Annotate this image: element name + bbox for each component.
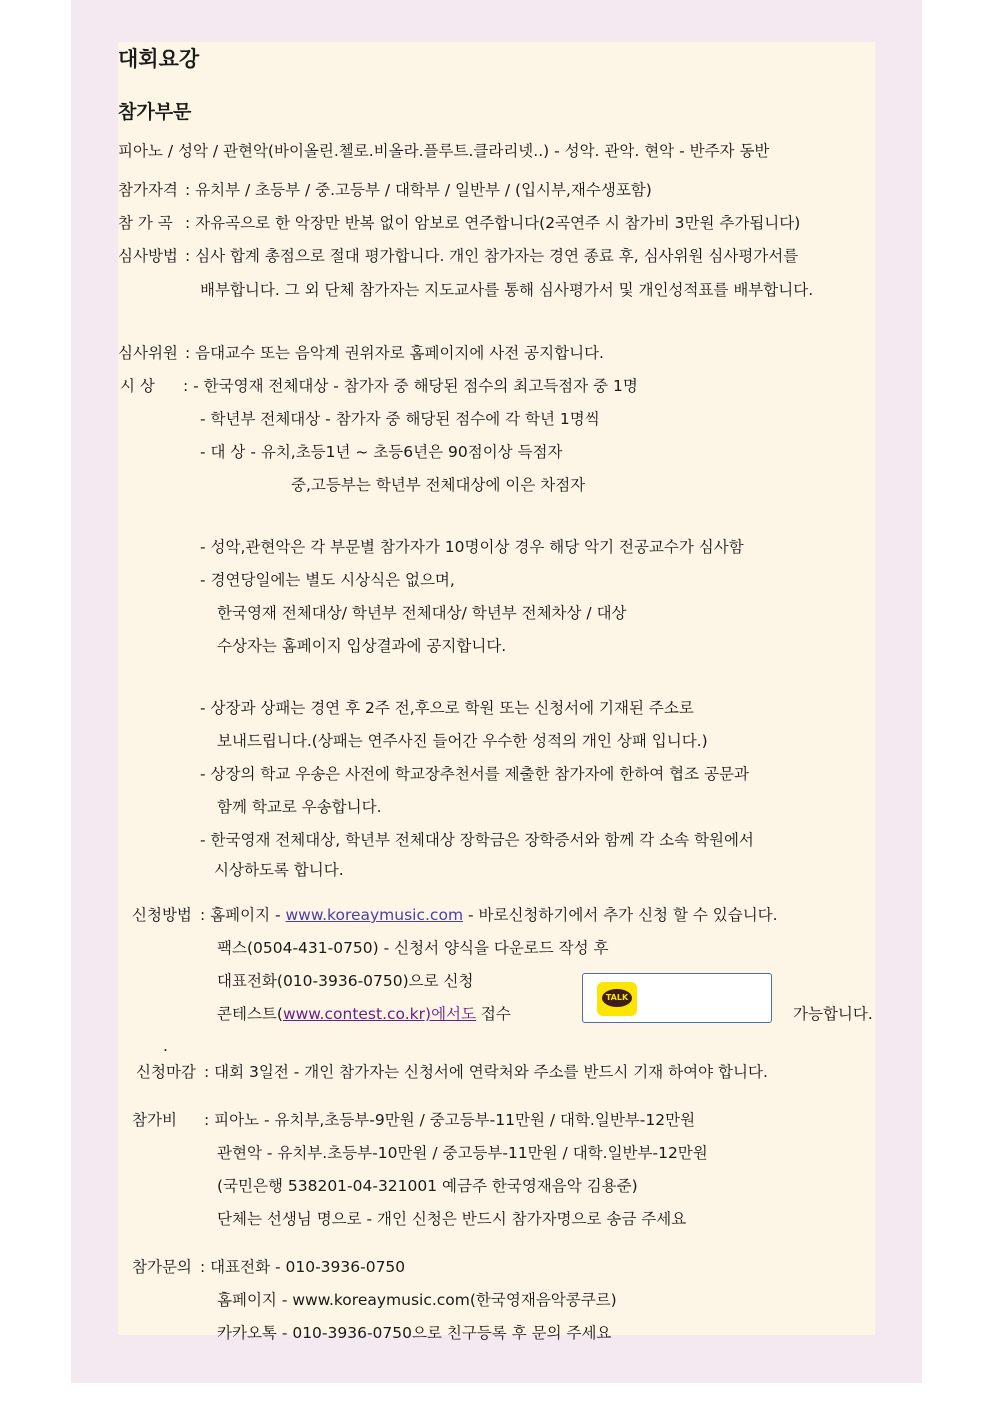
homepage-link[interactable]: www.koreaymusic.com: [285, 906, 464, 924]
awards-line2: - 학년부 전체대상 - 참가자 중 해당된 점수에 각 학년 1명씩: [200, 410, 600, 428]
fee-line2: 관현악 - 유치부.초등부-10만원 / 중고등부-11만원 / 대학.일반부-12만원: [217, 1144, 708, 1162]
awards-line6: - 경연당일에는 별도 시상식은 없으며,: [200, 571, 455, 589]
judging-line2: 배부합니다. 그 외 단체 참가자는 지도교사를 통해 심사평가서 및 개인성적표를 배부합니다.: [200, 281, 814, 299]
awards-line12: 함께 학교로 우송합니다.: [217, 798, 382, 816]
apply-line3: 대표전화(010-3936-0750)으로 신청: [217, 972, 474, 990]
awards-line9: - 상장과 상패는 경연 후 2주 전,후으로 학원 또는 신청서에 기재된 주소로: [200, 699, 694, 717]
awards-label: 시 상: [120, 377, 155, 395]
apply-line2: 팩스(0504-431-0750) - 신청서 양식을 다운로드 작성 후: [217, 939, 609, 957]
awards-line11: - 상장의 학교 우송은 사전에 학교장추천서를 제출한 참가자에 한하여 협조 공문과: [200, 765, 749, 783]
apply-label: 신청방법: [132, 906, 192, 924]
inquiry-line3: 카카오톡 - 010-3936-0750으로 친구등록 후 문의 주세요: [217, 1324, 612, 1342]
awards-line10: 보내드립니다.(상패는 연주사진 들어간 우수한 성적의 개인 상패 입니다.): [217, 732, 708, 750]
awards-line13: - 한국영재 전체대상, 학년부 전체대상 장학금은 장학증서와 함께 각 소속 학원에서: [200, 831, 754, 849]
judging-label: 심사방법: [118, 247, 178, 265]
categories-line: 피아노 / 성악 / 관현악(바이올린.첼로.비올라.플루트.클라리넷..) - 성악. 관악. 현악 - 반주자 동반: [118, 142, 770, 160]
pieces-text: : 자유곡으로 한 악장만 반복 없이 암보로 연주합니다(2곡연주 시 참가비 3만원 추가됩니다): [185, 214, 801, 232]
awards-line1: : - 한국영재 전체대상 - 참가자 중 해당된 점수의 최고득점자 중 1명: [183, 377, 638, 395]
judges-label: 심사위원: [118, 344, 178, 362]
apply-line4-end: 가능합니다.: [793, 1005, 873, 1023]
judges-text: : 음대교수 또는 음악계 권위자로 홈페이지에 사전 공지합니다.: [185, 344, 604, 362]
kakao-talk-icon: [597, 982, 637, 1016]
inquiry-label: 참가문의: [132, 1258, 192, 1276]
judging-line1: : 심사 합계 총점으로 절대 평가합니다. 개인 참가자는 경연 종료 후, 심사위원 심사평가서를: [185, 247, 799, 265]
awards-line7: 한국영재 전체대상/ 학년부 전체대상/ 학년부 전체차상 / 대상: [217, 604, 627, 622]
apply-line4-pre: 콘테스트(: [217, 1005, 283, 1023]
awards-line5: - 성악,관현악은 각 부문별 참가자가 10명이상 경우 해당 악기 전공교수가 심사함: [200, 538, 744, 556]
apply-line1-post: - 바로신청하기에서 추가 신청 할 수 있습니다.: [463, 906, 778, 924]
eligibility-text: : 유치부 / 초등부 / 중.고등부 / 대학부 / 일반부 / (입시부,재수생포함): [185, 181, 652, 199]
kakao-talk-box[interactable]: [582, 973, 772, 1023]
apply-line4-post: 접수: [476, 1005, 511, 1023]
apply-line4: [217, 1004, 511, 1024]
awards-line3: - 대 상 - 유치,초등1년 ~ 초등6년은 90점이상 득점자: [200, 443, 563, 461]
section-title: 참가부문: [118, 101, 192, 123]
awards-line14: 시상하도록 합니다.: [214, 861, 344, 879]
stray-dot: .: [163, 1037, 168, 1055]
apply-line1: [200, 905, 778, 925]
deadline-text: : 대회 3일전 - 개인 참가자는 신청서에 연락처와 주소를 반드시 기재 하여야 합니다.: [204, 1063, 768, 1081]
contest-link[interactable]: www.contest.co.kr)에서도: [282, 1005, 476, 1023]
deadline-label: 신청마감: [136, 1063, 196, 1081]
fee-line4: 단체는 선생님 명으로 - 개인 신청은 반드시 참가자명으로 송금 주세요: [217, 1210, 687, 1228]
apply-line1-pre: : 홈페이지 -: [200, 906, 286, 924]
kakao-icon-label: TALK: [605, 993, 629, 1002]
inquiry-line2: 홈페이지 - www.koreaymusic.com(한국영재음악콩쿠르): [217, 1291, 617, 1309]
fee-line3: (국민은행 538201-04-321001 예금주 한국영재음악 김용준): [217, 1177, 638, 1195]
pieces-label: 참 가 곡: [118, 214, 173, 232]
fee-label: 참가비: [132, 1111, 177, 1129]
awards-line4: 중,고등부는 학년부 전체대상에 이은 차점자: [291, 476, 586, 494]
awards-line8: 수상자는 홈페이지 입상결과에 공지합니다.: [217, 637, 507, 655]
page-title: 대회요강: [118, 47, 200, 71]
inquiry-line1: : 대표전화 - 010-3936-0750: [200, 1258, 406, 1276]
eligibility-label: 참가자격: [118, 181, 178, 199]
fee-line1: : 피아노 - 유치부,초등부-9만원 / 중고등부-11만원 / 대학.일반부-12만원: [204, 1111, 696, 1129]
content-panel: [118, 42, 875, 1335]
